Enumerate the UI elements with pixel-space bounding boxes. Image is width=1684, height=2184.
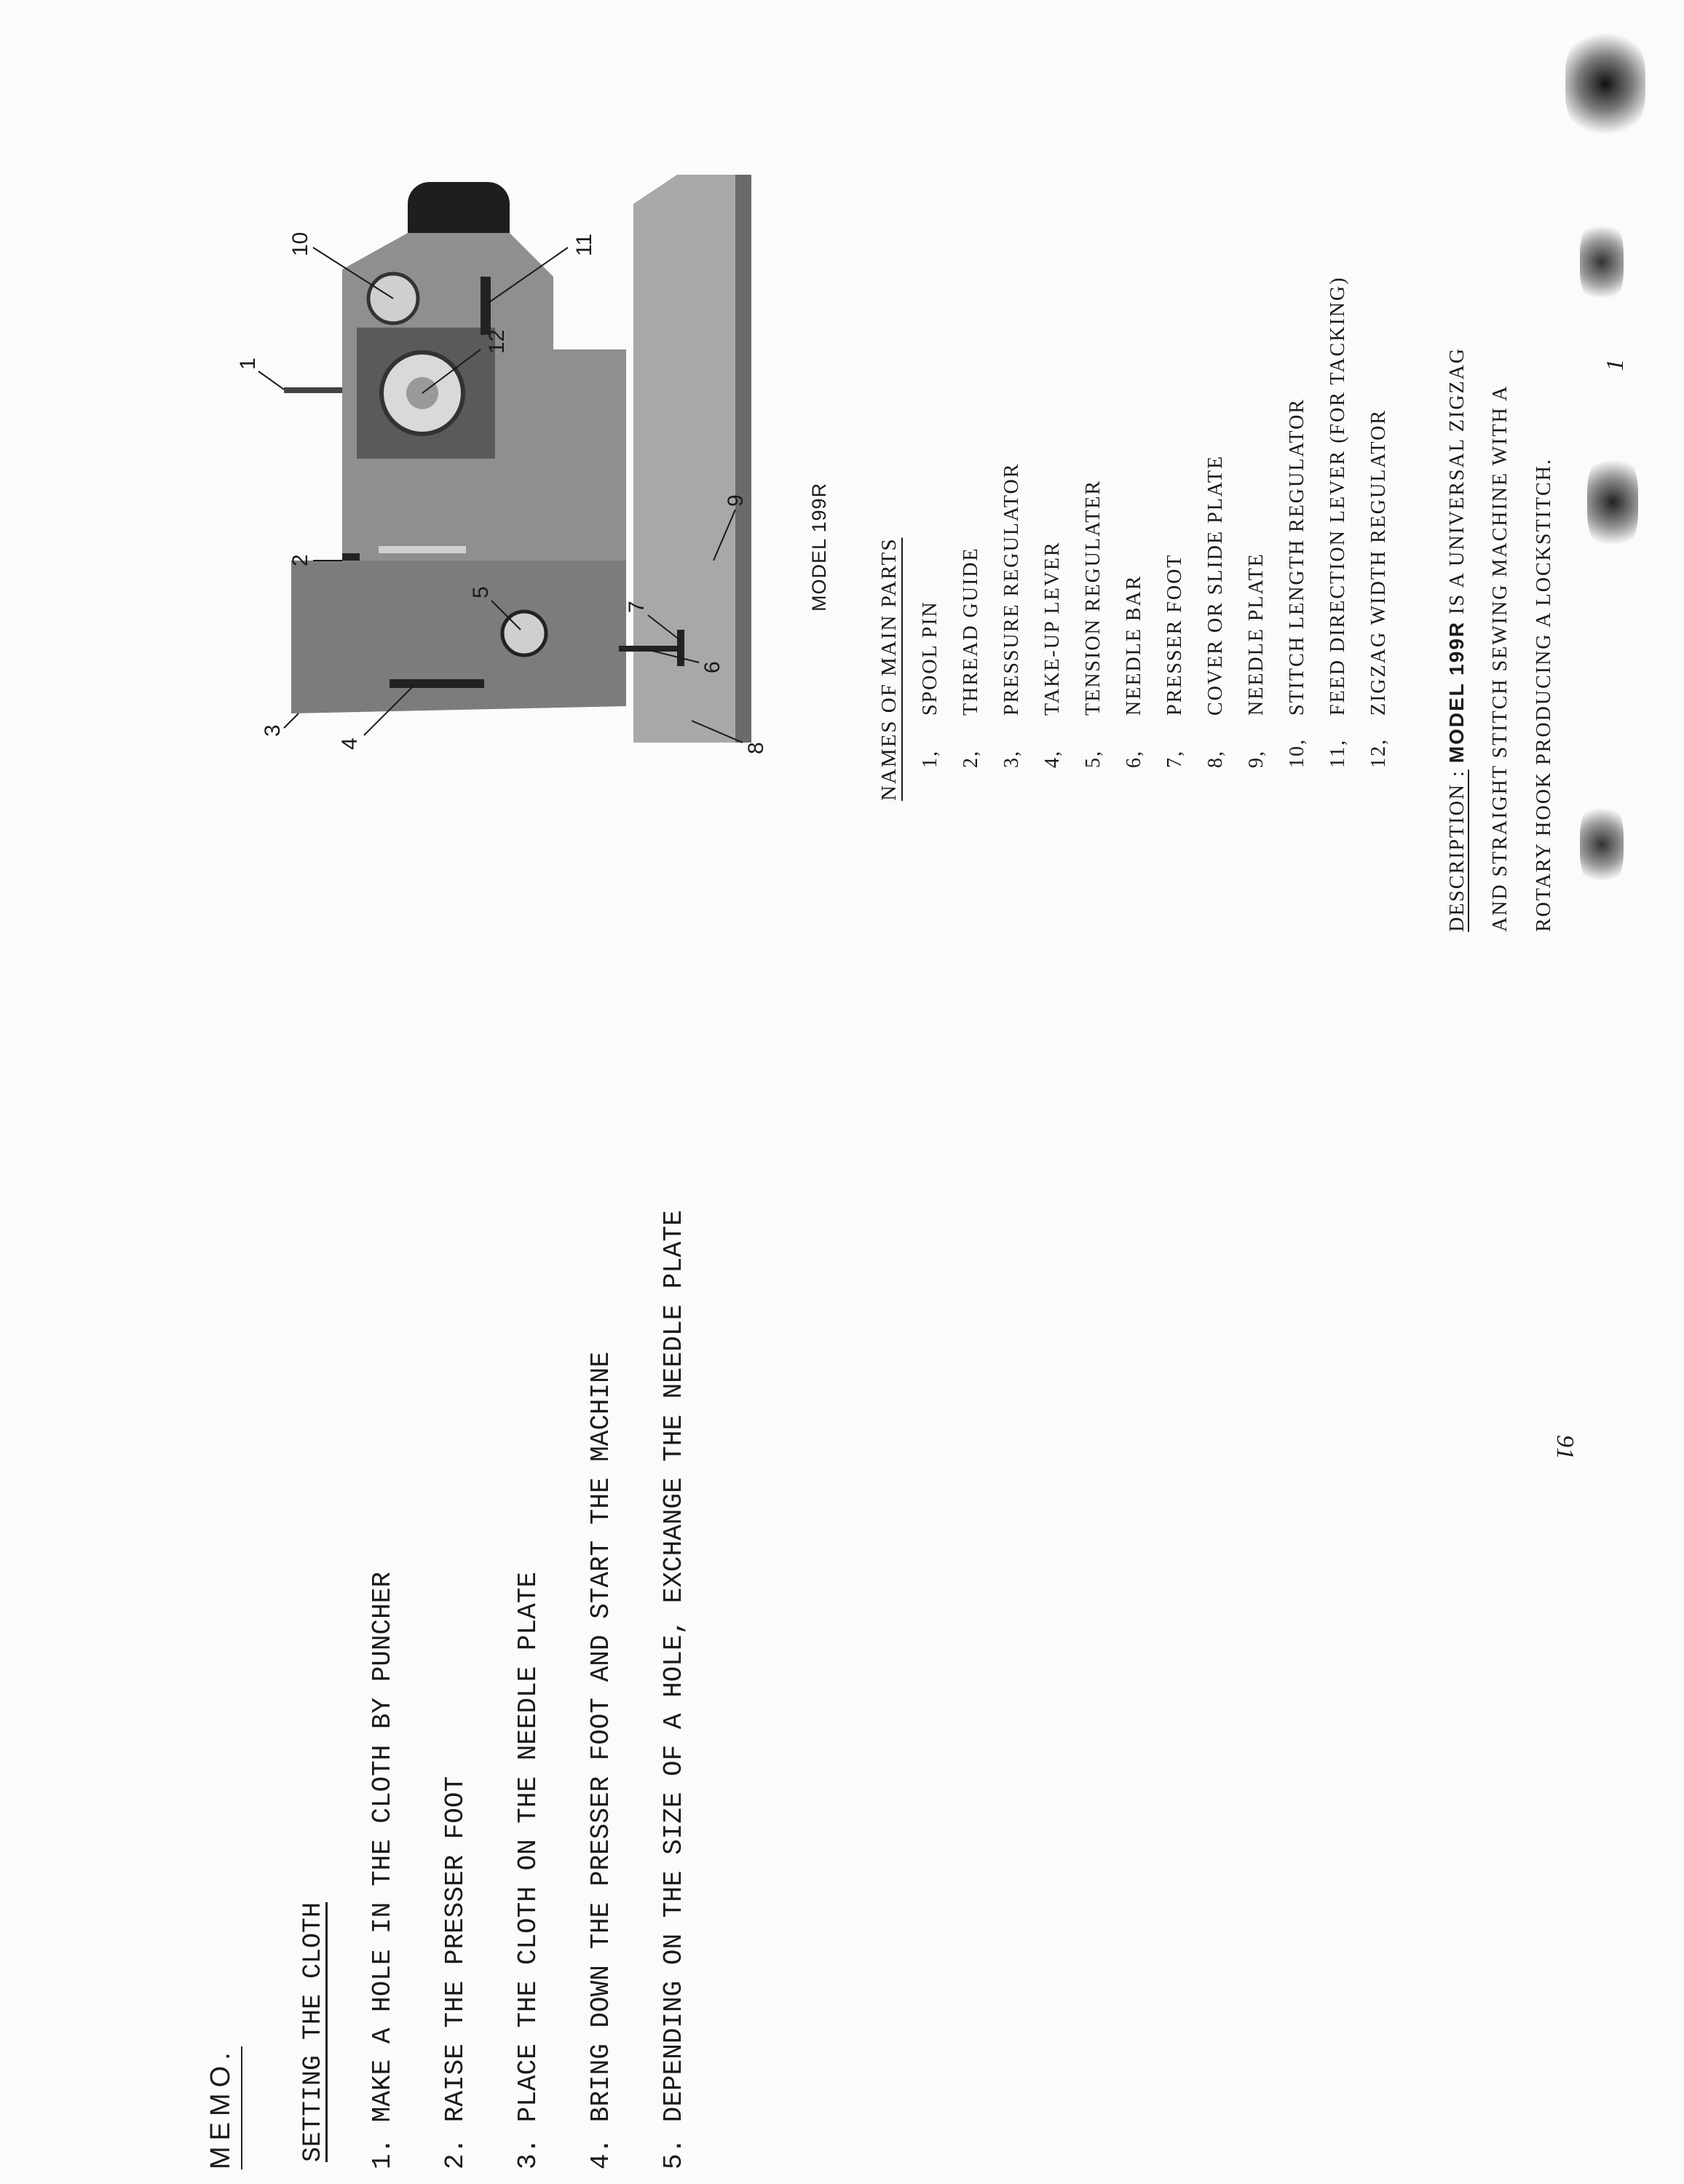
part-number: 3,: [1000, 750, 1023, 768]
callout-4: 4: [338, 737, 362, 750]
part-name: SPOOL PIN: [919, 601, 941, 716]
brand-strip: [379, 546, 466, 553]
scan-smudge: [1587, 451, 1638, 553]
description-line-3: ROTARY HOOK PRODUCING A LOCKSTITCH.: [1533, 458, 1555, 932]
parts-title: NAMES OF MAIN PARTS: [877, 537, 901, 801]
setting-cloth-heading: SETTING THE CLOTH: [299, 1902, 328, 2162]
description-line-1-text: IS A UNIVERSAL ZIGZAG: [1446, 347, 1468, 614]
part-number: 5,: [1082, 750, 1104, 768]
part-row: [1082, 480, 1105, 768]
part-row: [1123, 575, 1146, 768]
part-number: 11,: [1327, 739, 1349, 768]
part-row: [1000, 463, 1024, 768]
left-page-number: 91: [1551, 1435, 1578, 1460]
callout-9: 9: [724, 494, 748, 507]
part-number: 1,: [919, 750, 941, 768]
spool-pin: [284, 387, 342, 393]
part-name: COVER OR SLIDE PLATE: [1204, 454, 1227, 716]
part-name: NEEDLE BAR: [1123, 574, 1145, 716]
take-up-slot: [390, 679, 484, 688]
setting-step: 3. PLACE THE CLOTH ON THE NEEDLE PLATE: [513, 1572, 543, 2169]
part-number: 6,: [1123, 750, 1145, 768]
sewing-machine-photo: [102, 160, 779, 801]
part-row: [1367, 409, 1391, 768]
callout-5: 5: [469, 586, 493, 598]
part-name: STITCH LENGTH REGULATOR: [1286, 398, 1308, 716]
bed-edge: [735, 175, 751, 743]
description-model: MODEL 199R: [1445, 620, 1468, 764]
part-row: [1327, 277, 1350, 768]
part-name: NEEDLE PLATE: [1245, 553, 1268, 716]
description-line-2: AND STRAIGHT STITCH SEWING MACHINE WITH A: [1489, 384, 1511, 932]
part-row: [1163, 554, 1187, 768]
feed-lever: [481, 277, 491, 335]
part-name: PRESSER FOOT: [1163, 553, 1186, 716]
setting-step: 4. BRING DOWN THE PRESSER FOOT AND START THE MACHINE: [586, 1351, 616, 2169]
setting-step: 5. DEPENDING ON THE SIZE OF A HOLE, EXCHANGE THE NEEDLE PLATE: [659, 1210, 689, 2169]
part-row: [919, 601, 942, 768]
part-number: 7,: [1163, 750, 1186, 768]
part-row: [960, 547, 983, 768]
part-row: [1204, 455, 1228, 768]
callout-6: 6: [700, 661, 724, 673]
machine-head: [291, 561, 626, 713]
photo-caption: MODEL 199R: [808, 482, 830, 612]
part-name: TAKE-UP LEVER: [1041, 541, 1064, 716]
right-page-number: 1: [1602, 359, 1629, 371]
callout-8: 8: [744, 742, 768, 754]
part-number: 12,: [1367, 738, 1390, 768]
callout-3: 3: [261, 724, 285, 737]
presser-foot: [677, 630, 684, 666]
callout-2: 2: [288, 554, 312, 566]
part-number: 9,: [1245, 750, 1268, 768]
part-name: THREAD GUIDE: [960, 547, 982, 716]
callout-7: 7: [625, 601, 649, 613]
memo-label: MEMO.: [205, 2046, 242, 2169]
setting-step: 1. MAKE A HOLE IN THE CLOTH BY PUNCHER: [368, 1572, 398, 2169]
callout-10: 10: [288, 232, 312, 256]
description-line-1: [1445, 347, 1469, 932]
setting-step: 2. RAISE THE PRESSER FOOT: [440, 1776, 470, 2169]
part-name: PRESSURE REGULATOR: [1000, 462, 1023, 716]
part-name: ZIGZAG WIDTH REGULATOR: [1367, 409, 1390, 716]
part-name: TENSION REGULATER: [1082, 479, 1104, 716]
part-row: [1245, 553, 1268, 768]
scan-smudge: [1565, 29, 1645, 138]
scan-smudge: [1580, 218, 1624, 306]
part-row: [1286, 398, 1309, 768]
callout-11: 11: [572, 233, 596, 256]
part-row: [1041, 541, 1064, 768]
part-name: FEED DIRECTION LEVER (FOR TACKING): [1327, 276, 1349, 716]
thread-guide: [342, 553, 360, 561]
part-number: 10,: [1286, 738, 1308, 768]
scan-smudge: [1580, 801, 1624, 888]
part-number: 4,: [1041, 750, 1064, 768]
description-label: DESCRIPTION :: [1446, 769, 1468, 932]
part-number: 8,: [1204, 750, 1227, 768]
callout-1: 1: [236, 357, 260, 370]
part-number: 2,: [960, 750, 982, 768]
callout-12: 12: [485, 329, 509, 354]
